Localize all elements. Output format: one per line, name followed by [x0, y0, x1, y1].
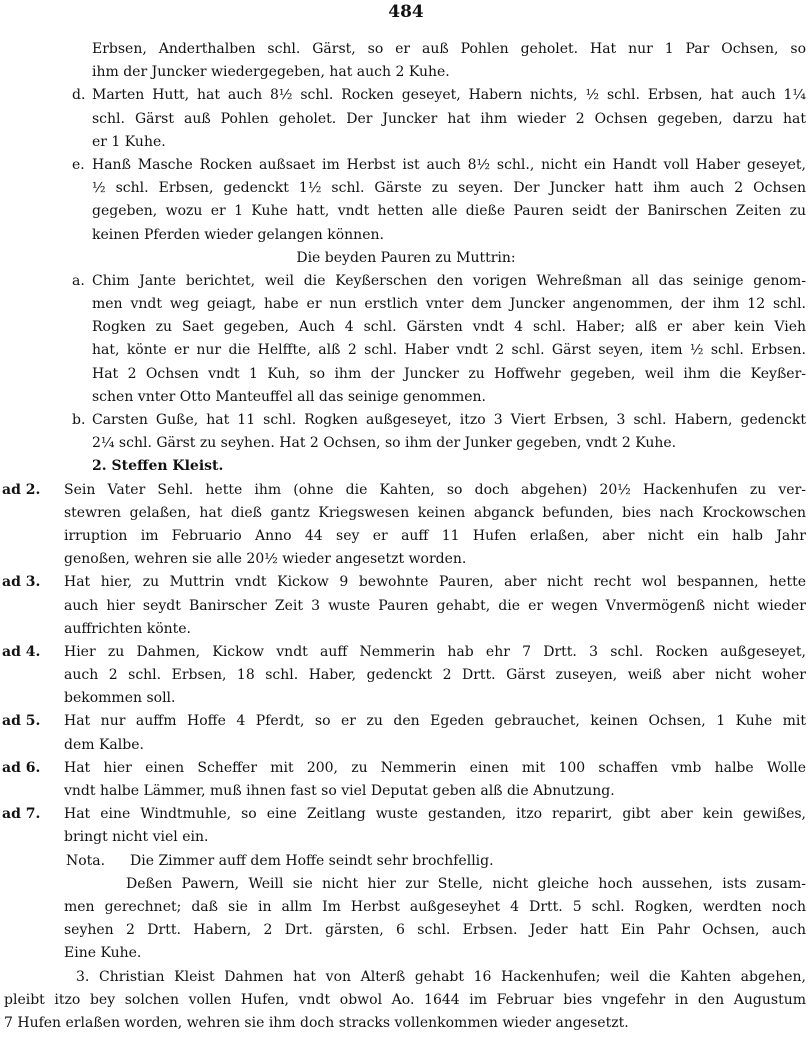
line-text: hat, könte er nur die Helffte, alß 2 schl. Haber vndt 2 schl. Gärst seyen, item ½ schl. Erbsen.	[92, 342, 806, 359]
text-line	[0, 548, 812, 571]
text-line	[0, 38, 812, 61]
line-text: auch 2 schl. Erbsen, 18 schl. Haber, gedenckt 2 Drtt. Gärst zuseyen, weiß aber nicht woher	[64, 667, 806, 684]
ad-marker: ad 4.	[2, 643, 41, 660]
line-text: Marten Hutt, hat auch 8½ schl. Rocken geseyet, Habern nichts, ½ schl. Erbsen, hat auch 1¼	[92, 87, 806, 104]
text-line	[0, 919, 812, 942]
line-text: gegeben, wozu er 1 Kuhe hatt, vndt hetten alle dieße Pauren seidt der Banirschen Zeiten zu	[92, 203, 806, 220]
text-line	[0, 409, 812, 432]
text-line	[0, 664, 812, 687]
line-text: Die Zimmer auff dem Hoffe seindt sehr brochfellig.	[130, 852, 494, 869]
text-line	[0, 942, 812, 965]
text-line	[0, 61, 812, 84]
line-text: Hat 2 Ochsen vndt 1 Kuh, so ihm der Juncker zu Hoffwehr gegeben, weil ihm die Keyßer-	[92, 365, 806, 382]
line-text: 3. Christian Kleist Dahmen hat von Alterß gehabt 16 Hackenhufen; weil die Kahten abgehen,	[76, 968, 806, 985]
line-text: schen vnter Otto Manteuffel all das seinige genommen.	[92, 388, 486, 405]
line-text: ½ schl. Erbsen, gedenckt 1½ schl. Gärste zu seyen. Der Juncker hatt ihm auch 2 Ochsen	[92, 180, 806, 197]
text-line	[0, 826, 812, 849]
text-line	[0, 873, 812, 896]
text-line	[0, 455, 812, 478]
text-line	[0, 780, 812, 803]
ad-marker: ad 7.	[2, 806, 41, 823]
ad-marker: ad 3.	[2, 574, 41, 591]
item-marker: d.	[72, 87, 86, 104]
text-line	[0, 687, 812, 710]
text-line	[0, 131, 812, 154]
line-text: pleibt itzo bey solchen vollen Hufen, vndt obwol Ao. 1644 im Februar bies vngefehr in den Augustum	[4, 991, 806, 1008]
line-text: Sein Vater Sehl. hette ihm (ohne die Kahten, so doch abgehen) 20½ Hackenhufen zu ver-	[64, 481, 806, 498]
ad-marker: ad 5.	[2, 713, 41, 730]
line-text: ihm der Juncker wiedergegeben, hat auch 2 Kuhe.	[92, 64, 450, 81]
text-line	[0, 432, 812, 455]
line-text: bekommen soll.	[64, 690, 176, 707]
line-text: schl. Gärst auß Pohlen geholet. Der Juncker hat ihm wieder 2 Ochsen gegeben, darzu hat	[92, 110, 806, 127]
text-line	[0, 386, 812, 409]
text-line	[0, 595, 812, 618]
text-line	[0, 316, 812, 339]
line-text: stewren gelaßen, hat dieß gantz Kriegswesen keinen abganck befunden, bies nach Krockowschen	[64, 504, 806, 521]
ad-marker: ad 6.	[2, 759, 41, 776]
text-line	[0, 84, 812, 107]
line-text: bringt nicht viel ein.	[64, 829, 209, 846]
section-heading: 2. Steffen Kleist.	[92, 458, 224, 475]
line-text: Eine Kuhe.	[64, 945, 142, 962]
text-line	[0, 502, 812, 525]
text-line	[0, 803, 812, 826]
line-text: Rogken zu Saet gegeben, Auch 4 schl. Gärsten vndt 4 schl. Haber; alß er aber kein Vieh	[92, 319, 806, 336]
line-text: vndt halbe Lämmer, muß ihnen fast so viel Deputat geben alß die Abnutzung.	[64, 783, 615, 799]
line-text: auffrichten könte.	[64, 620, 192, 637]
text-line	[0, 479, 812, 502]
text-line	[0, 757, 812, 780]
text-line	[0, 1012, 812, 1035]
item-marker: b.	[72, 412, 86, 428]
text-line	[0, 571, 812, 594]
line-text: keinen Pferden wieder gelangen können.	[92, 226, 384, 243]
text-line	[0, 270, 812, 293]
line-text: 7 Hufen erlaßen worden, wehren sie ihm doch stracks vollenkommen wieder angesetzt.	[4, 1014, 629, 1031]
text-line	[0, 525, 812, 548]
text-line	[0, 108, 812, 131]
text-line	[0, 734, 812, 757]
line-text: Hat nur auffm Hoffe 4 Pferdt, so er zu den Egeden gebrauchet, keinen Ochsen, 1 Kuhe mit	[64, 713, 806, 730]
line-text: Hanß Masche Rocken außsaet im Herbst ist auch 8½ schl., nicht ein Handt voll Haber geseyet,	[92, 156, 806, 173]
document-body	[0, 38, 812, 1035]
line-text: Carsten Guße, hat 11 schl. Rogken außgeseyet, itzo 3 Viert Erbsen, 3 schl. Habern, gedenckt	[92, 412, 806, 428]
line-text: Chim Jante berichtet, weil die Keyßerschen den vorigen Wehreßman all das seinige genom-	[92, 272, 806, 289]
line-text: auch hier seydt Banirscher Zeit 3 wuste Pauren gehabt, die er wegen Vnvermögenß nicht wieder	[64, 597, 806, 614]
nota-label: Nota.	[66, 852, 106, 869]
text-line	[0, 850, 812, 873]
text-line	[0, 618, 812, 641]
line-text: seyhen 2 Drtt. Habern, 2 Drt. gärsten, 6 schl. Erbsen. Jeder hatt Ein Pahr Ochsen, auch	[64, 922, 806, 939]
text-line	[0, 293, 812, 316]
line-text: Erbsen, Anderthalben schl. Gärst, so er auß Pohlen geholet. Hat nur 1 Par Ochsen, so	[92, 41, 806, 57]
line-text: Hat hier, zu Muttrin vndt Kickow 9 bewohnte Pauren, aber nicht recht wol bespannen, hette	[64, 574, 806, 591]
text-line	[0, 363, 812, 386]
text-line	[0, 224, 812, 247]
subheading: Die beyden Pauren zu Muttrin:	[296, 249, 516, 266]
text-line	[0, 641, 812, 664]
line-text: er 1 Kuhe.	[92, 133, 166, 150]
text-line	[0, 247, 812, 270]
item-marker: e.	[72, 156, 85, 173]
text-line	[0, 710, 812, 733]
line-text: 2¼ schl. Gärst zu seyhen. Hat 2 Ochsen, so ihm der Junker gegeben, vndt 2 Kuhe.	[92, 435, 677, 452]
text-line	[0, 989, 812, 1012]
line-text: men gerechnet; daß sie in allm Im Herbst außgeseyhet 4 Drtt. 5 schl. Rogken, werdten noch	[64, 898, 806, 915]
ad-marker: ad 2.	[2, 481, 41, 498]
text-line	[0, 896, 812, 919]
line-text: men vndt weg geiagt, habe er nun erstlich vnter dem Juncker angenommen, der ihm 12 schl.	[92, 296, 806, 313]
text-line	[0, 339, 812, 362]
text-line	[0, 154, 812, 177]
line-text: Hier zu Dahmen, Kickow vndt auff Nemmerin hab ehr 7 Drtt. 3 schl. Rocken außgeseyet,	[64, 643, 806, 660]
line-text: Hat hier einen Scheffer mit 200, zu Nemmerin einen mit 100 schaffen vmb halbe Wolle	[64, 759, 806, 776]
page-number: 484	[388, 2, 424, 22]
item-marker: a.	[72, 272, 85, 289]
line-text: dem Kalbe.	[64, 736, 144, 753]
text-line	[0, 200, 812, 223]
line-text: Hat eine Windtmuhle, so eine Zeitlang wuste gestanden, itzo reparirt, gibt aber kein gewißes,	[64, 806, 806, 823]
line-text: genoßen, wehren sie alle 20½ wieder angesetzt worden.	[64, 551, 467, 568]
line-text: irruption im Februario Anno 44 sey er auff 11 Hufen erlaßen, aber nicht ein halb Jahr	[64, 527, 806, 544]
line-text: Deßen Pawern, Weill sie nicht hier zur Stelle, nicht gleiche hoch aussehen, ists zusam-	[126, 875, 806, 892]
text-line	[0, 966, 812, 989]
text-line	[0, 177, 812, 200]
